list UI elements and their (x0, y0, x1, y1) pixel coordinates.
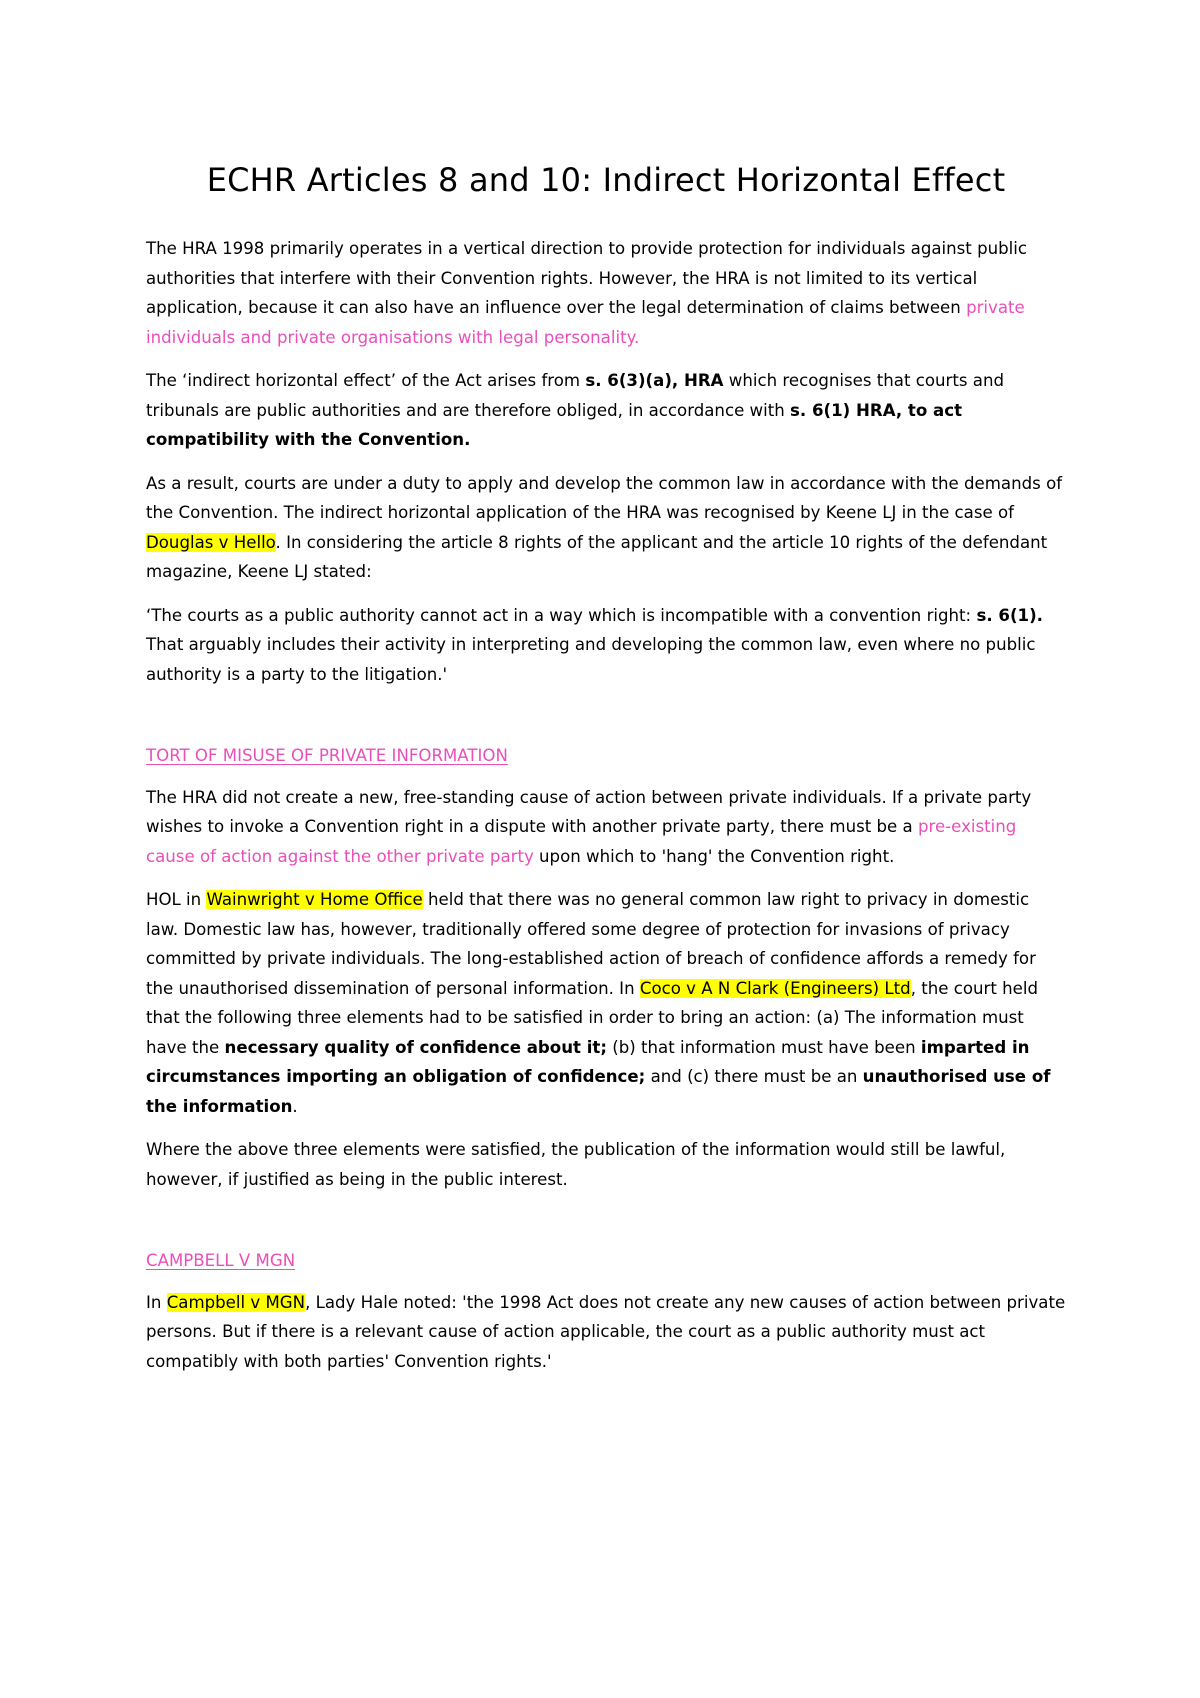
paragraph-text: which recognises that courts and tribunals are public authorities and are therefore obliged, in accordance with (146, 371, 1005, 420)
paragraph-text: In (146, 1292, 167, 1312)
pink-emphasis: pre-existing cause of action against the other private party (146, 817, 1017, 866)
section-heading-misuse-of-private-information: TORT OF MISUSE OF PRIVATE INFORMATION (146, 746, 508, 765)
pink-emphasis: private individuals and private organisations with legal personality. (146, 298, 1025, 347)
paragraph-no-new-cause-of-action (146, 783, 1066, 872)
paragraph-vertical-direction (146, 234, 1066, 352)
paragraph-text: . In considering the article 8 rights of the applicant and the article 10 rights of the defendant magazine, Keene LJ stated: (146, 532, 1048, 581)
paragraph-text: The HRA did not create a new, free-standing cause of action between private individuals. If a private party wishes to invoke a Convention right in a dispute with another private party, there must be a (146, 787, 1032, 836)
paragraph-text: , Lady Hale noted: 'the 1998 Act does not create any new causes of action between private persons. But if there is a relevant cause of action applicable, the court as a public authority must act compatibly with both parties' Convention rights.' (146, 1292, 1066, 1371)
paragraph-text: and (c) there must be an (645, 1067, 863, 1086)
element-bold: imparted in circumstances importing an obligation of confidence; (146, 1037, 1030, 1086)
quote-text: That arguably includes their activity in interpreting and developing the common law, even where no public authority is a party to the litigation.' (146, 635, 1036, 684)
statute-reference: s. 6(1). (976, 605, 1043, 625)
paragraph-text: . (292, 1096, 298, 1116)
paragraph-text: The HRA 1998 primarily operates in a vertical direction to provide protection for individuals against public authorities that interfere with their Convention rights. However, the HRA is not limited to its vertical application, because it can also have an influence over the legal determination of claims between (146, 239, 1027, 317)
paragraph-common-law-duty (146, 469, 1066, 587)
element-bold: unauthorised use of the information (146, 1067, 1051, 1116)
paragraph-indirect-horizontal-effect (146, 366, 1066, 455)
quote-text: ‘The courts as a public authority cannot act in a way which is incompatible with a convention right: (146, 605, 977, 625)
paragraph-text: (b) that information must have been (607, 1037, 921, 1057)
paragraph-lady-hale (146, 1288, 1066, 1377)
paragraph-text: HOL in (146, 890, 207, 909)
case-name-highlight: Campbell v MGN (166, 1292, 306, 1312)
paragraph-text: upon which to 'hang' the Convention right. (533, 846, 895, 866)
paragraph-breach-of-confidence (146, 885, 1066, 1121)
paragraph-text: As a result, courts are under a duty to apply and develop the common law in accordance with the demands of the Convention. The indirect horizontal application of the HRA was recognised by Keene LJ in the case of (146, 473, 1063, 522)
element-bold: necessary quality of confidence about it; (224, 1037, 607, 1057)
paragraph-public-interest: Where the above three elements were satisfied, the publication of the information would still be lawful, however, if justified as being in the public interest. (146, 1140, 1006, 1189)
paragraph-text: , the court held that the following three elements had to be satisfied in order to bring an action: (a) The information must have the (146, 978, 1039, 1057)
document-title: ECHR Articles 8 and 10: Indirect Horizontal Effect (206, 161, 1006, 199)
paragraph-text: The ‘indirect horizontal effect’ of the Act arises from (146, 371, 586, 390)
case-name-highlight: Coco v A N Clark (Engineers) Ltd (639, 978, 911, 998)
section-heading-campbell-v-mgn: CAMPBELL V MGN (146, 1251, 296, 1270)
case-name-highlight: Douglas v Hello (146, 532, 276, 552)
paragraph-keene-quote (146, 601, 1066, 690)
case-name-highlight: Wainwright v Home Office (206, 890, 423, 909)
statute-reference: s. 6(1) HRA, to act compatibility with the Convention. (146, 400, 962, 449)
document-page (146, 160, 1066, 1390)
statute-reference: s. 6(3)(a), HRA (585, 371, 724, 390)
paragraph-text: held that there was no general common law right to privacy in domestic law. Domestic law has, however, traditionally offered some degree of protection for invasions of privacy committed by private individuals. The long-established action of breach of confidence affords a remedy for the unauthorised dissemination of personal information. In (146, 890, 1036, 998)
